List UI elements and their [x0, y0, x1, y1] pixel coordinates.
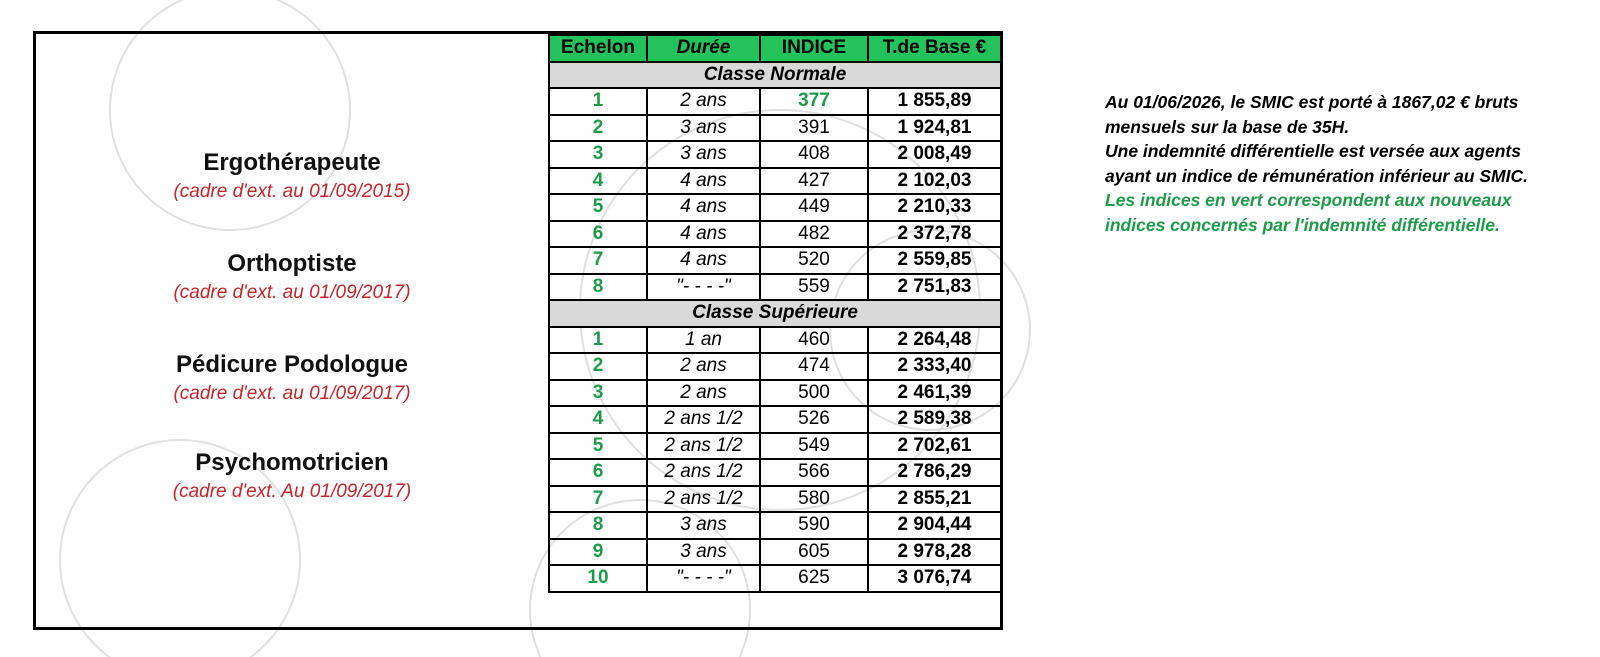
cell-indice: 460: [760, 327, 868, 354]
cell-duree: 4 ans: [647, 168, 760, 195]
cell-base: 2 008,49: [868, 141, 1001, 168]
table-row: [549, 565, 1001, 592]
info-green-line: Les indices en vert correspondent aux nouveaux: [1105, 190, 1512, 210]
cell-indice: 391: [760, 115, 868, 142]
header-echelon: Echelon: [549, 35, 647, 62]
table-row: [549, 194, 1001, 221]
table-row: [549, 141, 1001, 168]
cell-indice: 427: [760, 168, 868, 195]
info-line: Une indemnité différentielle est versée aux agents: [1105, 141, 1521, 161]
table-row: [549, 406, 1001, 433]
cell-echelon: 6: [549, 221, 647, 248]
cell-duree: 2 ans 1/2: [647, 406, 760, 433]
cell-base: 3 076,74: [868, 565, 1001, 592]
cell-echelon: 3: [549, 380, 647, 407]
section-title: Classe Normale: [549, 62, 1001, 89]
cell-duree: 2 ans 1/2: [647, 486, 760, 513]
cell-echelon: 1: [549, 88, 647, 115]
cell-echelon: 5: [549, 433, 647, 460]
cell-duree: "- - - -": [647, 274, 760, 301]
cell-duree: 3 ans: [647, 115, 760, 142]
cell-base: 2 751,83: [868, 274, 1001, 301]
table-row: [549, 433, 1001, 460]
cell-echelon: 4: [549, 406, 647, 433]
cell-duree: 4 ans: [647, 221, 760, 248]
table-header-row: [549, 35, 1001, 62]
cell-base: 2 559,85: [868, 247, 1001, 274]
cell-indice: 580: [760, 486, 868, 513]
cell-base: 2 978,28: [868, 539, 1001, 566]
profession-note: (cadre d'ext. au 01/09/2017): [173, 282, 411, 303]
cell-base: 2 904,44: [868, 512, 1001, 539]
cell-indice: 474: [760, 353, 868, 380]
info-green-line: indices concernés par l'indemnité différentielle.: [1105, 214, 1500, 235]
cell-indice: 500: [760, 380, 868, 407]
cell-base: 2 210,33: [868, 194, 1001, 221]
cell-duree: 4 ans: [647, 194, 760, 221]
cell-echelon: 1: [549, 327, 647, 354]
header-duree: Durée: [647, 35, 760, 62]
cell-echelon: 2: [549, 353, 647, 380]
cell-indice: 625: [760, 565, 868, 592]
cell-echelon: 3: [549, 141, 647, 168]
cell-echelon: 4: [549, 168, 647, 195]
cell-duree: 2 ans: [647, 88, 760, 115]
info-line: Au 01/06/2026, le SMIC est porté à 1867,02 € bruts: [1105, 92, 1519, 112]
cell-duree: 1 an: [647, 327, 760, 354]
cell-indice: 482: [760, 221, 868, 248]
profession-psychomotricien: [36, 448, 548, 504]
cell-echelon: 10: [549, 565, 647, 592]
profession-pedicure-podologue: [36, 350, 548, 406]
table-row: [549, 459, 1001, 486]
table-row: [549, 168, 1001, 195]
cell-indice: 549: [760, 433, 868, 460]
cell-indice: 377: [760, 88, 868, 115]
info-line: ayant un indice de rémunération inférieur au SMIC.: [1105, 165, 1528, 186]
cell-indice: 566: [760, 459, 868, 486]
header-indice: INDICE: [760, 35, 868, 62]
profession-orthoptiste: [36, 249, 548, 305]
cell-indice: 605: [760, 539, 868, 566]
cell-duree: 2 ans: [647, 380, 760, 407]
cell-indice: 590: [760, 512, 868, 539]
cell-base: 2 102,03: [868, 168, 1001, 195]
cell-base: 1 924,81: [868, 115, 1001, 142]
profession-name: Ergothérapeute: [203, 149, 381, 176]
cell-base: 2 264,48: [868, 327, 1001, 354]
profession-name: Pédicure Podologue: [175, 351, 409, 378]
profession-note: (cadre d'ext. Au 01/09/2017): [172, 481, 412, 502]
cell-indice: 449: [760, 194, 868, 221]
table-row: [549, 115, 1001, 142]
cell-echelon: 8: [549, 512, 647, 539]
table-row: [549, 88, 1001, 115]
grid-frame: [33, 31, 1003, 630]
info-line: mensuels sur la base de 35H.: [1105, 116, 1350, 137]
cell-base: 2 461,39: [868, 380, 1001, 407]
cell-base: 2 372,78: [868, 221, 1001, 248]
cell-base: 2 333,40: [868, 353, 1001, 380]
smic-info-block: [1105, 90, 1585, 237]
cell-duree: 2 ans 1/2: [647, 459, 760, 486]
section-header-row: [549, 62, 1001, 89]
cell-indice: 526: [760, 406, 868, 433]
cell-base: 2 702,61: [868, 433, 1001, 460]
cell-duree: 3 ans: [647, 141, 760, 168]
cell-duree: "- - - -": [647, 565, 760, 592]
cell-duree: 3 ans: [647, 539, 760, 566]
profession-note: (cadre d'ext. au 01/09/2015): [173, 181, 411, 202]
cell-duree: 2 ans: [647, 353, 760, 380]
section-header-row: [549, 300, 1001, 327]
section-title: Classe Supérieure: [549, 300, 1001, 327]
cell-echelon: 5: [549, 194, 647, 221]
cell-base: 2 589,38: [868, 406, 1001, 433]
table-row: [549, 221, 1001, 248]
cell-duree: 4 ans: [647, 247, 760, 274]
cell-duree: 3 ans: [647, 512, 760, 539]
table-row: [549, 327, 1001, 354]
cell-base: 2 786,29: [868, 459, 1001, 486]
table-row: [549, 512, 1001, 539]
cell-duree: 2 ans 1/2: [647, 433, 760, 460]
cell-indice: 408: [760, 141, 868, 168]
table-row: [549, 380, 1001, 407]
cell-echelon: 6: [549, 459, 647, 486]
cell-echelon: 2: [549, 115, 647, 142]
table-body: [549, 62, 1001, 592]
header-base: T.de Base €: [868, 35, 1001, 62]
cell-indice: 559: [760, 274, 868, 301]
table-row: [549, 539, 1001, 566]
cell-indice: 520: [760, 247, 868, 274]
profession-ergotherapeute: [36, 148, 548, 204]
cell-base: 2 855,21: [868, 486, 1001, 513]
table-row: [549, 274, 1001, 301]
profession-name: Psychomotricien: [195, 449, 389, 476]
cell-echelon: 9: [549, 539, 647, 566]
salary-grid-table: [548, 34, 1002, 593]
profession-note: (cadre d'ext. au 01/09/2017): [173, 383, 411, 404]
table-row: [549, 353, 1001, 380]
professions-panel: [36, 34, 548, 627]
cell-base: 1 855,89: [868, 88, 1001, 115]
cell-echelon: 8: [549, 274, 647, 301]
table-row: [549, 486, 1001, 513]
table-row: [549, 247, 1001, 274]
cell-echelon: 7: [549, 247, 647, 274]
cell-echelon: 7: [549, 486, 647, 513]
profession-name: Orthoptiste: [227, 250, 357, 277]
